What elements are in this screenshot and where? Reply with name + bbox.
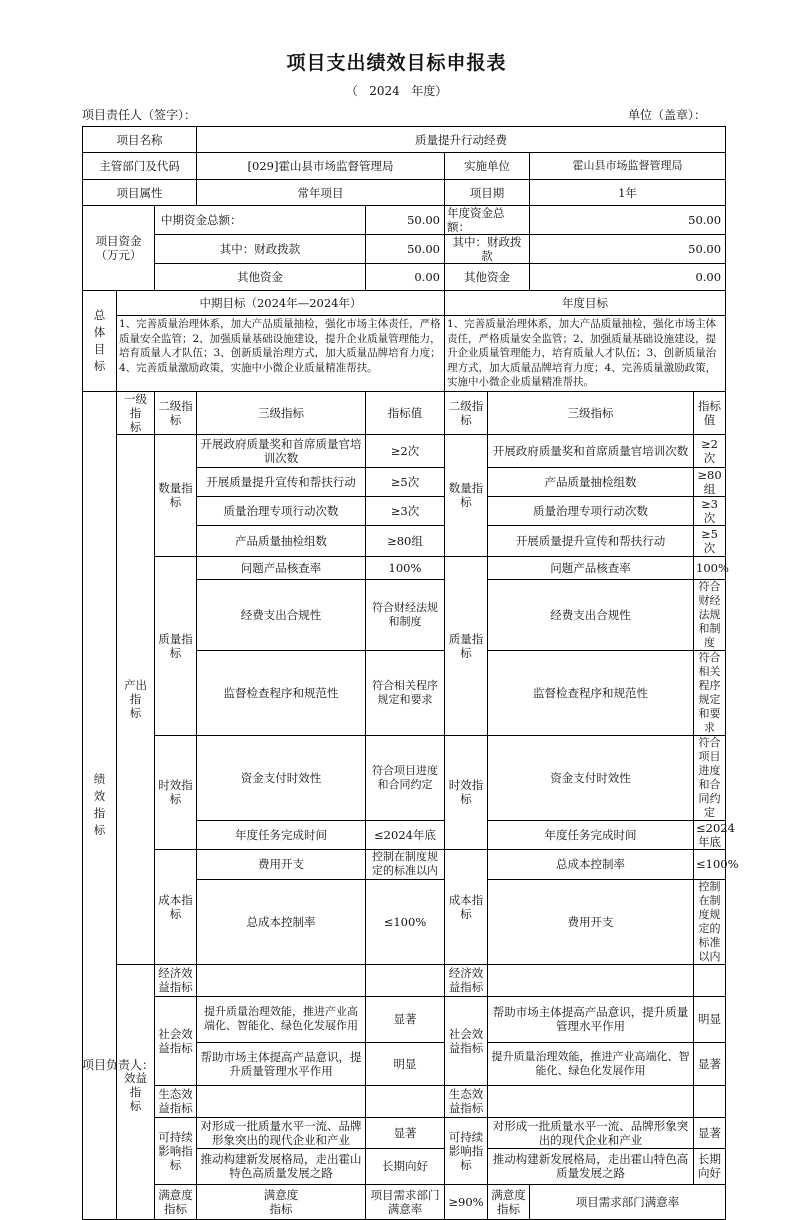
indicator-value: ≤2024年底 (366, 820, 445, 849)
row-funds-total (83, 206, 726, 235)
mid-goal-header: 中期目标（2024年—2024年） (117, 291, 445, 316)
indicator-name: 总成本控制率 (197, 879, 366, 964)
indicator-value: 控制在制度规定的标准以内 (366, 849, 445, 879)
table-row (83, 1184, 726, 1219)
indicator-name: 费用开支 (197, 849, 366, 879)
attr-value: 常年项目 (197, 180, 445, 206)
indicator-value: 控制在制度规定的标准以内 (694, 879, 726, 964)
satisfaction-level1-label: 满意度 指标 (155, 1184, 197, 1219)
row-goals-text (83, 316, 726, 392)
indicator-name: 开展政府质量奖和首席质量官培训次数 (488, 434, 694, 467)
unit-seal-label: 单位（盖章）： (628, 108, 707, 122)
impl-unit-label: 实施单位 (445, 153, 530, 180)
performance-form-table (82, 126, 739, 1220)
indicator-value: ≥2次 (366, 434, 445, 467)
indicator-value (694, 1085, 726, 1117)
indicator-value: ≥2次 (694, 434, 726, 467)
indicator-value: ≥90% (445, 1184, 488, 1219)
indicator-name: 总成本控制率 (488, 849, 694, 879)
social-indicator-label: 社会效 益指标 (155, 996, 197, 1085)
indicator-name: 项目需求部门满意率 (530, 1184, 726, 1219)
indicator-value: ≤100% (694, 849, 726, 879)
quantity-indicator-label-year: 数量指 标 (445, 434, 488, 556)
indicator-value: 长期向好 (366, 1148, 445, 1184)
indicator-value: 符合项目进度和合同约定 (694, 735, 726, 820)
year-value: 2024 (369, 84, 400, 98)
year-goal-header: 年度目标 (445, 291, 726, 316)
indicator-name: 开展质量提升宣传和帮扶行动 (197, 467, 366, 496)
indicator-value (694, 964, 726, 996)
indicator-value: 符合项目进度和合同约定 (366, 735, 445, 820)
indicator-value: 显著 (366, 1117, 445, 1148)
timeliness-indicator-label-year: 时效指 标 (445, 735, 488, 849)
year-other-label: 其他资金 (445, 264, 530, 291)
indicator-value (366, 964, 445, 996)
indicator-value: ≥80组 (366, 525, 445, 556)
indicator-value: 100% (366, 556, 445, 579)
indicator-value: ≥3次 (694, 496, 726, 525)
year-fin-label: 其中：财政拨款 (445, 235, 530, 264)
eco-indicator-label: 生态效 益指标 (155, 1085, 197, 1117)
indicator-value: 符合财经法规和制度 (366, 579, 445, 650)
header-level1: 一级指 标 (117, 391, 155, 434)
row-funds-fin (83, 235, 726, 264)
indicator-value: 100% (694, 556, 726, 579)
table-row (83, 849, 726, 879)
header-level2-year: 二级指 标 (445, 391, 488, 434)
indicator-name: 提升质量治理效能，推进产业高端化、智能化、绿色化发展作用 (488, 1042, 694, 1085)
header-level3: 三级指标 (197, 391, 366, 434)
indicator-name: 对形成一批质量水平一流、品牌形象突出的现代企业和产业 (488, 1117, 694, 1148)
indicator-name: 帮助市场主体提高产品意识，提升质量管理水平作用 (197, 1042, 366, 1085)
indicator-value: ≥80组 (694, 467, 726, 496)
year-other-value: 0.00 (530, 264, 726, 291)
mid-fin-value: 50.00 (366, 235, 445, 264)
indicator-value: 符合相关程序规定和要求 (694, 650, 726, 735)
indicator-value: 明显 (366, 1042, 445, 1085)
form-title: 项目支出绩效目标申报表 (286, 52, 507, 74)
indicator-name: 监督检查程序和规范性 (197, 650, 366, 735)
indicator-name: 资金支付时效性 (197, 735, 366, 820)
goals-label: 总 体 目 标 (83, 291, 117, 392)
responsible-signature-label: 项目责任人（签字）： (82, 108, 197, 122)
dept-value: [029]霍山县市场监督管理局 (197, 153, 445, 180)
cost-indicator-label: 成本指 标 (155, 849, 197, 964)
indicator-name: 产品质量抽检组数 (488, 467, 694, 496)
project-name-value: 质量提升行动经费 (197, 127, 726, 153)
indicator-value: 显著 (694, 1117, 726, 1148)
econ-indicator-label-year: 经济效 益指标 (445, 964, 488, 996)
indicator-name: 推动构建新发展格局，走出霍山特色高质量发展之路 (488, 1148, 694, 1184)
indicator-name: 对形成一批质量水平一流、品牌形象突出的现代企业和产业 (197, 1117, 366, 1148)
benefit-indicator-label: 效益指 标 (117, 964, 155, 1219)
funds-label: 项目资金 （万元） (83, 206, 155, 291)
indicator-value: 符合相关程序规定和要求 (366, 650, 445, 735)
indicator-value: 明显 (694, 996, 726, 1042)
table-row (83, 735, 726, 820)
eco-indicator-label-year: 生态效 益指标 (445, 1085, 488, 1117)
satisfaction-level2-label: 满意度 指标 (197, 1184, 366, 1219)
indicator-name (197, 964, 366, 996)
header-level2: 二级指 标 (155, 391, 197, 434)
row-department (83, 153, 726, 180)
social-indicator-label-year: 社会效 益指标 (445, 996, 488, 1085)
table-row (83, 996, 726, 1042)
mid-total-label: 中期资金总额： (155, 206, 366, 235)
header-value-year: 指标值 (694, 391, 726, 434)
table-row (83, 434, 726, 467)
quality-indicator-label-year: 质量指 标 (445, 556, 488, 735)
indicator-name: 费用开支 (488, 879, 694, 964)
indicator-name: 监督检查程序和规范性 (488, 650, 694, 735)
indicator-value: ≤100% (366, 879, 445, 964)
indicator-name: 年度任务完成时间 (197, 820, 366, 849)
header-level3-year: 三级指标 (488, 391, 694, 434)
year-total-value: 50.00 (530, 206, 726, 235)
year-fin-value: 50.00 (530, 235, 726, 264)
indicator-name: 资金支付时效性 (488, 735, 694, 820)
year-close: 年度） (411, 84, 448, 98)
period-label: 项目期 (445, 180, 530, 206)
row-funds-other (83, 264, 726, 291)
row-attribute (83, 180, 726, 206)
impl-unit-value: 霍山县市场监督管理局 (530, 153, 726, 180)
indicator-name (488, 964, 694, 996)
sustain-indicator-label-year: 可持续 影响指 标 (445, 1117, 488, 1184)
table-row (83, 964, 726, 996)
indicator-name: 提升质量治理效能，推进产业高端化、智能化、绿色化发展作用 (197, 996, 366, 1042)
indicator-value: 显著 (366, 996, 445, 1042)
indicator-name: 产品质量抽检组数 (197, 525, 366, 556)
indicator-name: 质量治理专项行动次数 (197, 496, 366, 525)
indicator-value: ≥5次 (694, 525, 726, 556)
mid-other-label: 其他资金 (155, 264, 366, 291)
mid-other-value: 0.00 (366, 264, 445, 291)
indicator-name: 经费支出合规性 (197, 579, 366, 650)
indicator-name: 年度任务完成时间 (488, 820, 694, 849)
indicator-name (197, 1085, 366, 1117)
indicator-value: 显著 (694, 1042, 726, 1085)
attr-label: 项目属性 (83, 180, 197, 206)
perf-label: 绩 效 指 标 (83, 391, 117, 1219)
table-row (83, 1117, 726, 1148)
indicator-value: 长期向好 (694, 1148, 726, 1184)
indicator-name: 问题产品核查率 (488, 556, 694, 579)
year-total-label: 年度资金总额： (445, 206, 530, 235)
mid-goal-text: 1、完善质量治理体系，加大产品质量抽检，强化市场主体责任，严格质量安全监管；2、加强质量基础设施建设，提升企业质量管理能力，培育质量人才队伍；3、创新质量治理方式，加大质量品牌培育力度；4、完善质量激励政策，实施中小微企业质量精准帮扶。 (117, 316, 445, 392)
indicator-name: 开展政府质量奖和首席质量官培训次数 (197, 434, 366, 467)
period-value: 1年 (530, 180, 726, 206)
indicator-name: 帮助市场主体提高产品意识，提升质量管理水平作用 (488, 996, 694, 1042)
indicator-value: ≥3次 (366, 496, 445, 525)
indicator-value: ≥5次 (366, 467, 445, 496)
table-row (83, 1085, 726, 1117)
indicator-name: 质量治理专项行动次数 (488, 496, 694, 525)
indicator-name: 开展质量提升宣传和帮扶行动 (488, 525, 694, 556)
indicator-value: 符合财经法规和制度 (694, 579, 726, 650)
project-name-label: 项目名称 (83, 127, 197, 153)
project-lead-label: 项目负责人： (82, 1058, 155, 1072)
cost-indicator-label-year: 成本指 标 (445, 849, 488, 964)
header-value: 指标值 (366, 391, 445, 434)
indicator-name: 问题产品核查率 (197, 556, 366, 579)
row-indicator-header (83, 391, 726, 434)
year-goal-text: 1、完善质量治理体系，加大产品质量抽检，强化市场主体责任，严格质量安全监管；2、加强质量基础设施建设，提升企业质量管理能力，培育质量人才队伍；3、创新质量治理方式，加大质量品牌培育力度；4、完善质量激励政策，实施中小微企业质量精准帮扶。 (445, 316, 726, 392)
row-project-name (83, 127, 726, 153)
table-row (83, 556, 726, 579)
quantity-indicator-label: 数量指 标 (155, 434, 197, 556)
row-goals-header (83, 291, 726, 316)
quality-indicator-label: 质量指 标 (155, 556, 197, 735)
dept-label: 主管部门及代码 (83, 153, 197, 180)
econ-indicator-label: 经济效 益指标 (155, 964, 197, 996)
indicator-name: 经费支出合规性 (488, 579, 694, 650)
year-open: （ (345, 84, 358, 98)
satisfaction-level2-label-year: 满意度 指标 (488, 1184, 530, 1219)
mid-total-value: 50.00 (366, 206, 445, 235)
indicator-value: ≤2024年底 (694, 820, 726, 849)
timeliness-indicator-label: 时效指 标 (155, 735, 197, 849)
indicator-name (488, 1085, 694, 1117)
mid-fin-label: 其中：财政拨款 (155, 235, 366, 264)
indicator-name: 推动构建新发展格局，走出霍山特色高质量发展之路 (197, 1148, 366, 1184)
indicator-value (366, 1085, 445, 1117)
year-line (0, 82, 793, 99)
output-indicator-label: 产出指 标 (117, 434, 155, 964)
indicator-name: 项目需求部门满意率 (366, 1184, 445, 1219)
sustain-indicator-label: 可持续 影响指 标 (155, 1117, 197, 1184)
